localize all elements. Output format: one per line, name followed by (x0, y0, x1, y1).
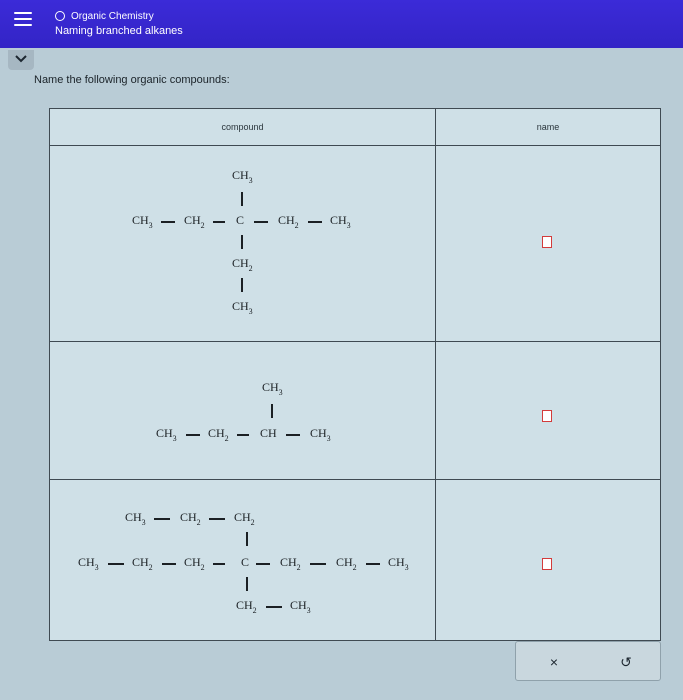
table-row (50, 480, 660, 640)
chem-group: $CH_3$ (310, 426, 331, 444)
chem-group: $CH_2$ (132, 555, 153, 573)
answer-input-3[interactable] (542, 558, 552, 570)
chem-group: $CH_3$ (156, 426, 177, 444)
bond (246, 532, 248, 546)
chem-group: $CH_2$ (278, 213, 299, 231)
topic-title: Naming branched alkanes (55, 25, 183, 37)
bond (237, 434, 249, 436)
compound-cell (50, 146, 436, 341)
instruction-text: Name the following organic compounds: (34, 74, 230, 86)
chem-group: $CH_2$ (336, 555, 357, 573)
course-title: Organic Chemistry (71, 10, 154, 22)
bond (254, 221, 268, 223)
bond (366, 563, 380, 565)
header-name: name (436, 109, 660, 146)
chem-group: CH (260, 426, 277, 440)
chem-group: $CH_2$ (184, 213, 205, 231)
answer-input-1[interactable] (542, 236, 552, 248)
bond (286, 434, 300, 436)
bond (209, 518, 225, 520)
answer-input-2[interactable] (542, 410, 552, 422)
name-cell (436, 146, 660, 341)
hamburger-menu-icon[interactable] (14, 12, 32, 30)
chem-group: $CH_3$ (290, 598, 311, 616)
course-line (55, 9, 154, 23)
bond (154, 518, 170, 520)
chem-group: $CH_2$ (232, 256, 253, 274)
chem-group: $CH_2$ (208, 426, 229, 444)
bond (308, 221, 322, 223)
chem-group: $CH_3$ (262, 380, 283, 398)
bond (256, 563, 270, 565)
chevron-down-icon (14, 54, 28, 64)
bond (241, 235, 243, 249)
bond (310, 563, 326, 565)
table-row (50, 342, 660, 480)
chem-group: $CH_2$ (184, 555, 205, 573)
bond (241, 192, 243, 206)
bond (108, 563, 124, 565)
collapse-tab[interactable] (8, 50, 34, 70)
bond (162, 563, 176, 565)
progress-circle-icon (55, 11, 65, 21)
top-bar (0, 0, 683, 48)
bond (241, 278, 243, 292)
name-cell (436, 480, 660, 640)
compound-cell (50, 480, 436, 640)
undo-button[interactable]: ↺ (620, 653, 632, 670)
compound-cell (50, 342, 436, 479)
chem-group: $CH_3$ (330, 213, 351, 231)
action-bar (515, 641, 661, 681)
bond (186, 434, 200, 436)
bond (213, 563, 225, 565)
chem-group: $CH_3$ (232, 168, 253, 186)
chem-group: C (236, 213, 245, 227)
bond (266, 606, 282, 608)
chem-group: $CH_3$ (78, 555, 99, 573)
chem-group: $CH_2$ (234, 510, 255, 528)
name-cell (436, 342, 660, 479)
bond (161, 221, 175, 223)
bond (271, 404, 273, 418)
chem-group: $CH_3$ (232, 299, 253, 317)
chem-group: $CH_3$ (388, 555, 409, 573)
chem-group: $CH_2$ (280, 555, 301, 573)
header-compound: compound (50, 109, 436, 146)
clear-button[interactable]: × (549, 654, 559, 670)
table-row (50, 146, 660, 342)
chem-group: $CH_2$ (236, 598, 257, 616)
chem-group: $CH_2$ (180, 510, 201, 528)
bond (246, 577, 248, 591)
compounds-table (49, 108, 661, 641)
chem-group: $CH_3$ (125, 510, 146, 528)
chem-group: C (241, 555, 250, 569)
chem-group: $CH_3$ (132, 213, 153, 231)
bond (213, 221, 225, 223)
